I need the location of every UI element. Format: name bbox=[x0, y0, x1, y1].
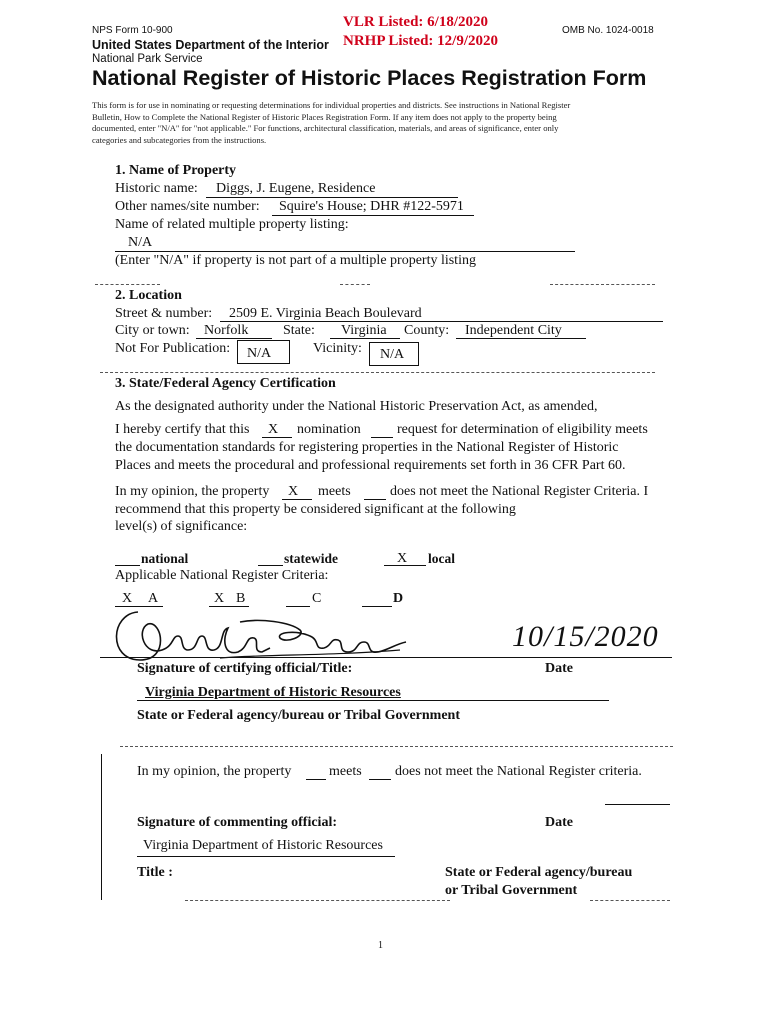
historic-name-value: Diggs, J. Eugene, Residence bbox=[216, 181, 376, 196]
comment-date-label: Date bbox=[545, 815, 573, 830]
historic-name-label: Historic name: bbox=[115, 181, 198, 196]
form-number: NPS Form 10-900 bbox=[92, 25, 173, 36]
page-number: 1 bbox=[378, 940, 383, 951]
vicinity-value: N/A bbox=[380, 347, 405, 362]
criterion-c: C bbox=[312, 591, 322, 606]
section3-heading: 3. State/Federal Agency Certification bbox=[115, 376, 336, 391]
vlr-listed-stamp: VLR Listed: 6/18/2020 bbox=[343, 14, 489, 30]
nomination-label: nomination bbox=[297, 422, 361, 437]
signature-date: 10/15/2020 bbox=[512, 620, 659, 653]
instructions-line: categories and subcategories from the instructions. bbox=[92, 134, 267, 145]
agency-label: State or Federal agency/bureau or Tribal Government bbox=[137, 708, 461, 723]
authority-statement: As the designated authority under the National Historic Preservation Act, as amended, bbox=[115, 399, 598, 414]
nrhp-listed-stamp: NRHP Listed: 12/9/2020 bbox=[343, 33, 499, 49]
section2-heading: 2. Location bbox=[115, 288, 182, 303]
meets-label: meets bbox=[318, 484, 351, 499]
date-label: Date bbox=[545, 661, 573, 676]
signature-label: Signature of certifying official/Title: bbox=[137, 661, 353, 676]
comment-meets-label: meets bbox=[329, 764, 362, 779]
instructions-line: This form is for use in nominating or requesting determinations for individual properties and districts. See instructions in National Register bbox=[92, 100, 571, 110]
level-local: local bbox=[428, 551, 455, 566]
opinion-text: In my opinion, the property bbox=[115, 484, 270, 499]
other-names-value: Squire's House; DHR #122-5971 bbox=[279, 199, 464, 214]
criterion-a: A bbox=[148, 591, 159, 606]
criteria-label: Applicable National Register Criteria: bbox=[115, 568, 329, 583]
comment-does-not-meet-text: does not meet the National Register criteria. bbox=[395, 764, 642, 779]
criterion-b-mark: X bbox=[214, 591, 225, 606]
instructions-line: documented, enter "N/A" for "not applicable." For functions, architectural classification, materials, and areas of significance, enter only bbox=[92, 123, 559, 133]
city-label: City or town: bbox=[115, 323, 190, 338]
criterion-a-mark: X bbox=[122, 591, 133, 606]
street-label: Street & number: bbox=[115, 306, 213, 321]
related-listing-label: Name of related multiple property listing: bbox=[115, 217, 349, 232]
criterion-d: D bbox=[393, 591, 404, 606]
county-label: County: bbox=[404, 323, 450, 338]
certify-request-text: request for determination of eligibility meets bbox=[397, 422, 648, 437]
state-value: Virginia bbox=[341, 323, 387, 338]
level-national: national bbox=[141, 551, 189, 566]
vicinity-label: Vicinity: bbox=[313, 341, 362, 356]
omb-number: OMB No. 1024-0018 bbox=[562, 25, 654, 36]
city-value: Norfolk bbox=[204, 323, 249, 338]
section1-heading: 1. Name of Property bbox=[115, 163, 237, 178]
department-name: United States Department of the Interior bbox=[92, 38, 329, 52]
criterion-b: B bbox=[236, 591, 246, 606]
comment-agency: Virginia Department of Historic Resources bbox=[143, 838, 383, 853]
county-value: Independent City bbox=[465, 323, 562, 338]
level-statewide: statewide bbox=[284, 551, 338, 566]
multiple-listing-note: (Enter "N/A" if property is not part of a multiple property listing bbox=[115, 253, 476, 268]
street-value: 2509 E. Virginia Beach Boulevard bbox=[229, 306, 422, 321]
instructions bbox=[92, 100, 570, 146]
state-label: State: bbox=[283, 323, 315, 338]
opinion-mark: X bbox=[288, 484, 299, 499]
form-title: National Register of Historic Places Registration Form bbox=[92, 66, 647, 90]
comment-title-label: Title : bbox=[137, 865, 173, 880]
certify-line: the documentation standards for registering properties in the National Register of Historic bbox=[115, 440, 619, 455]
not-for-publication-label: Not For Publication: bbox=[115, 341, 231, 356]
opinion-line: level(s) of significance: bbox=[115, 519, 248, 534]
handwritten-signature bbox=[100, 600, 410, 670]
not-for-publication-value: N/A bbox=[247, 346, 272, 361]
level-local-mark: X bbox=[397, 551, 408, 566]
comment-opinion-text: In my opinion, the property bbox=[137, 764, 292, 779]
certify-text: I hereby certify that this bbox=[115, 422, 250, 437]
certify-line: Places and meets the procedural and professional requirements set forth in 36 CFR Part 60. bbox=[115, 458, 626, 473]
comment-agency-label: State or Federal agency/bureau bbox=[445, 865, 633, 880]
comment-signature-label: Signature of commenting official: bbox=[137, 815, 337, 830]
does-not-meet-text: does not meet the National Register Criteria. I bbox=[390, 484, 649, 499]
other-names-label: Other names/site number: bbox=[115, 199, 260, 214]
certify-mark: X bbox=[268, 422, 279, 437]
related-listing-value: N/A bbox=[128, 235, 153, 250]
certifying-agency: Virginia Department of Historic Resources bbox=[145, 685, 401, 700]
opinion-line: recommend that this property be considered significant at the following bbox=[115, 502, 516, 517]
comment-agency-label: or Tribal Government bbox=[445, 883, 578, 898]
instructions-line: Bulletin, How to Complete the National Register of Historic Places Registration Form. If any item does not apply to the property being bbox=[92, 111, 557, 122]
service-name: National Park Service bbox=[92, 53, 203, 65]
